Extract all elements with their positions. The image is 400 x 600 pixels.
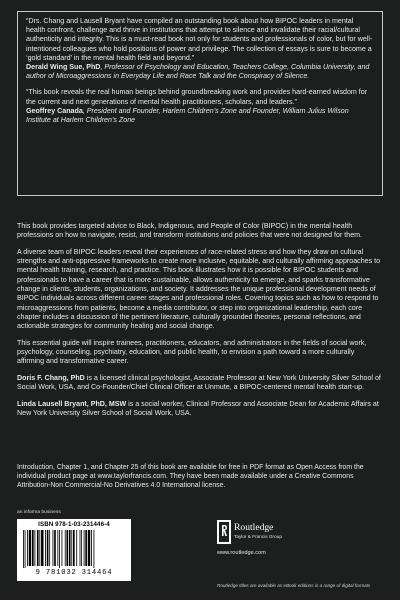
barcode-bar: [27, 530, 28, 566]
publisher-url[interactable]: www.routledge.com: [217, 550, 266, 556]
barcode: [17, 519, 131, 581]
barcode-bar: [47, 530, 49, 566]
barcode-bar: [71, 530, 72, 566]
barcode-bar: [57, 530, 58, 566]
author-bio: [17, 374, 383, 393]
barcode-bar: [29, 530, 31, 566]
barcode-bar: [32, 530, 34, 566]
barcode-bar: [85, 530, 87, 566]
barcode-bar: [62, 530, 63, 566]
review-attribution: [26, 63, 374, 81]
review-2: [26, 88, 374, 125]
barcode-bar: [73, 530, 75, 566]
barcode-digits: 9 781032 314464: [35, 569, 113, 577]
publisher-group: Taylor & Francis Group: [234, 534, 282, 539]
description-paragraph: This book provides targeted advice to Black, Indigenous, and People of Color (BIPOC) in the mental health professions on how to navigate, resist, and transform institutions and policies that were not designed for them.: [17, 222, 363, 240]
barcode-bar: [41, 530, 43, 566]
barcode-bar: [65, 530, 66, 566]
barcode-bar: [49, 530, 50, 566]
author-name: Doris F. Chang, PhD: [17, 373, 85, 382]
reviewer-name: Geoffrey Canada: [26, 106, 83, 115]
barcode-bar: [39, 530, 40, 566]
barcode-bar: [94, 530, 95, 568]
reviewer-role: , Professor of Psychology and Education, Teachers College, Columbia University, and author of Microaggressions in Everyday Life and Race Talk and the Conspiracy of Silence.: [26, 63, 370, 81]
barcode-bar: [69, 530, 71, 566]
publisher-name: Routledge: [234, 522, 274, 533]
review-1: [26, 17, 374, 81]
author-bio: [17, 400, 383, 419]
barcode-bars: [23, 530, 125, 568]
reviews-box: [17, 11, 383, 196]
publisher-block: [217, 520, 387, 570]
barcode-bar: [53, 530, 54, 566]
barcode-bar: [80, 530, 81, 566]
reviewer-role: , President and Founder, Harlem Children’s Zone and Founder, William Julius Wilson Institute at Harlem Children’s Zone: [26, 106, 349, 125]
barcode-bar: [59, 530, 60, 568]
author-bio-text: is a social worker, Clinical Professor and Associate Dean for Academic Affairs at New York University Silver School of Social Work, USA.: [17, 399, 379, 417]
book-description: [17, 222, 383, 418]
barcode-bar: [45, 530, 46, 566]
barcode-bar: [88, 530, 90, 566]
barcode-bar: [84, 530, 85, 566]
barcode-bar: [76, 530, 77, 566]
imprint-label: an informa business: [17, 510, 61, 515]
barcode-bar: [54, 530, 56, 566]
description-paragraph: A diverse team of BIPOC leaders reveal their experiences of race-related stress and how they draw on cultural strengths and anti-oppressive frameworks to create more inclusive, equitable, and culturally affirming approaches to mental health training, research, and practice. This book illustrates how it is possible for BIPOC students and professionals to have a career that is more sustainable, allows authenticity to emerge, and sparks transformative change in clients, students, organizations, and society. It addresses the unique professional development needs of BIPOC individuals across different career stages and professional roles. Covering topics such as how to respond to microaggressions from patients, become a media contributor, or step into organizational leadership, each core chapter includes a discussion of the pertinent literature, culturally grounded theories, personal reflections, and actionable strategies for community healing and social change.: [17, 247, 381, 331]
open-access-note: Introduction, Chapter 1, and Chapter 25 of this book are available for free in PDF format as Open Access from the individual product page at www.taylorfrancis.com. They have been made available under a Creative Commons Attribution-Non Commercial-No Derivatives 4.0 International license.: [17, 464, 364, 490]
reviewer-name: Derald Wing Sue, PhD: [26, 63, 101, 72]
author-name: Linda Lausell Bryant, PhD, MSW: [17, 399, 127, 408]
routledge-logo-icon: [217, 520, 231, 544]
isbn-text: ISBN 978-1-03-231446-4: [38, 521, 110, 528]
ebook-note: Routledge titles are available as eBook editions in a range of digital formats: [217, 583, 371, 588]
review-attribution: [26, 107, 374, 125]
barcode-bar: [25, 530, 26, 568]
description-paragraph: This essential guide will inspire trainees, practitioners, educators, and administrators in the fields of social work, psychology, counseling, psychiatry, education, and public health, to envision a path toward a more culturally affirming and transformative career.: [17, 338, 367, 366]
barcode-bar: [34, 530, 35, 566]
review-quote: “This book reveals the real human beings behind groundbreaking work and provides hard-earned wisdom for the current and next generations of mental health practitioners, scholars, and leaders.”: [26, 88, 368, 106]
author-bio-text: is a licensed clinical psychologist, Associate Professor at New York University Silver School of Social Work, USA, and Co-Founder/Chief Clinical Officer at Unmute, a BIPOC-centered mental health start-up.: [17, 373, 381, 392]
barcode-bar: [37, 530, 39, 566]
review-quote: “Drs. Chang and Lausell Bryant have compiled an outstanding book about how BIPOC leaders in mental health confront, challenge and thrive in institutions that attempt to silence and invalidate their racial/cultural authenticity and integrity. This is a must-read book not only for students and professionals of color, but for well-intentioned colleagues who hold positions of power and privilege. The collection of essays is sure to become a ‘gold standard’ in the mental health field and beyond.”: [26, 17, 373, 62]
barcode-bar: [23, 530, 24, 568]
barcode-bar: [81, 530, 82, 566]
barcode-bar: [66, 530, 68, 566]
barcode-bar: [91, 530, 92, 566]
